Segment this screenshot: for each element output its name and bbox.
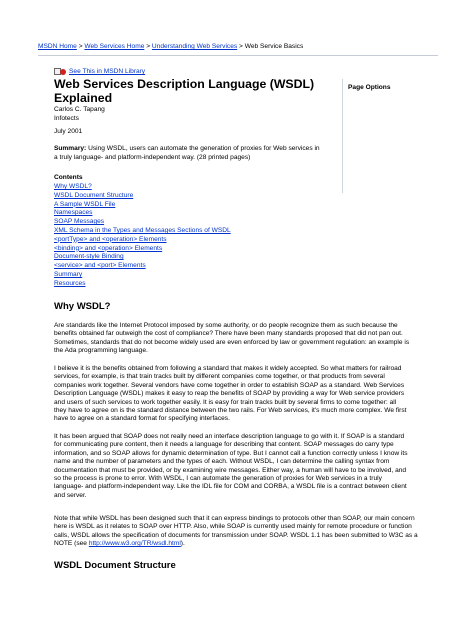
note-suffix: ).	[180, 540, 185, 548]
breadcrumb-understanding-web-services[interactable]: Understanding Web Services	[151, 43, 238, 50]
toc-link[interactable]: <portType> and <operation> Elements	[54, 235, 167, 243]
paragraph-line: information, and so SOAP allows for dynamic determination of type. But I cannot call a function correctly unless I know its	[54, 449, 408, 457]
breadcrumb-divider	[38, 55, 438, 56]
paragraph-line: documentation that must be provided, or by examining wire messages. Either way, a human will have to be involved, and	[54, 466, 407, 474]
table-of-contents	[54, 183, 231, 289]
breadcrumb	[38, 43, 303, 51]
paragraph-line: companies work together. Several vendors have come together in order to establish SOAP as a standard. Web Services	[54, 381, 405, 389]
page-options-panel	[342, 79, 438, 193]
paragraph-line: Sometimes, standards that do not become widely used are even enforced by law or government regulation: an example is	[54, 338, 410, 346]
msdn-library-link-row	[54, 68, 145, 76]
summary-label: Summary:	[54, 145, 87, 152]
paragraph-line: I believe it is the benefits obtained from following a standard that makes it widely accepted. So what matters for railroad	[54, 365, 402, 372]
contents-heading: Contents	[54, 174, 83, 181]
paragraph-line: name and the number of parameters and the types of each. Without WSDL, I can determine the calling syntax from	[54, 458, 390, 466]
toc-link[interactable]: Why WSDL?	[54, 183, 92, 190]
see-in-msdn-library-link[interactable]: See This in MSDN Library	[69, 68, 146, 75]
paragraph-line: they have to agree on is the standard distance between the two rails. For Web services, it's much more complex. We first	[54, 407, 407, 415]
paragraph-4	[54, 515, 440, 549]
toc-link[interactable]: Summary	[54, 270, 83, 278]
breadcrumb-current: Web Service Basics	[244, 43, 304, 50]
toc-link[interactable]: A Sample WSDL File	[54, 200, 116, 208]
paragraph-line: the Ada programming language.	[54, 347, 148, 355]
toc-link[interactable]: XML Schema in the Types and Messages Sections of WSDL	[54, 226, 231, 234]
paragraph-line: here is WSDL as it relates to SOAP over HTTP. Also, while SOAP is currently used mainly for remote procedure or function	[54, 523, 412, 531]
author-name: Carlos C. Tapang	[54, 106, 105, 113]
w3c-wsdl-link[interactable]: http://www.w3.org/TR/wsdl.html	[88, 540, 181, 548]
toc-link[interactable]: Resources	[54, 279, 86, 287]
paragraph-2	[54, 365, 440, 424]
article-title-line-2: Explained	[54, 91, 113, 105]
paragraph-3	[54, 433, 440, 500]
author-organization: Infotects	[54, 115, 79, 122]
summary-text-line-1: Using WSDL, users can automate the generation of proxies for Web services in	[86, 145, 320, 152]
toc-link[interactable]: Document-style Binding	[54, 253, 124, 261]
section-heading-why-wsdl: Why WSDL?	[54, 301, 111, 312]
toc-link[interactable]: WSDL Document Structure	[54, 191, 134, 199]
toc-link[interactable]: SOAP Messages	[54, 218, 105, 226]
page-options-label: Page Options	[348, 84, 391, 91]
breadcrumb-separator: >	[146, 43, 151, 50]
article-title	[54, 77, 334, 105]
paragraph-line: calls, WSDL allows the specification of documents for transmission under SOAP. WSDL 1.1 has been submitted to W3C as a	[54, 531, 418, 539]
breadcrumb-separator: >	[78, 43, 83, 50]
note-prefix: NOTE (see	[54, 540, 89, 548]
paragraph-line: and users of such services to work together easily. It is easy for train tracks built by several firms to come together: all	[54, 398, 397, 406]
paragraph-1	[54, 322, 440, 356]
toc-link[interactable]: <binding> and <operation> Elements	[54, 244, 163, 252]
paragraph-line: for communicating pure content, then it needs a language for describing that content. SOAP messages do carry type	[54, 441, 394, 449]
section-heading-wsdl-document-structure: WSDL Document Structure	[54, 560, 176, 571]
paragraph-line: Note that while WSDL has been designed such that it can express bindings to protocols other than SOAP, our main concern	[54, 515, 415, 522]
publication-date: July 2001	[54, 128, 83, 135]
msdn-library-icon	[54, 68, 67, 76]
toc-link[interactable]: <service> and <port> Elements	[54, 262, 146, 270]
article-title-line-1: Web Services Description Language (WSDL)	[54, 77, 315, 91]
breadcrumb-msdn-home[interactable]: MSDN Home	[38, 43, 77, 50]
summary-text-line-2: a truly language- and platform-independent way. (28 printed pages)	[54, 154, 251, 161]
breadcrumb-web-services-home[interactable]: Web Services Home	[84, 43, 145, 50]
breadcrumb-separator: >	[239, 43, 243, 50]
paragraph-line: and server.	[54, 491, 87, 499]
paragraph-line: Are standards like the Internet Protocol imposed by some authority, or do people recognize them as such because the	[54, 322, 398, 329]
paragraph-line: services, for example, is that train tracks built by different companies come together, or that products from several	[54, 373, 385, 381]
paragraph-line: have to agree on a standard format for specifying interfaces.	[54, 415, 230, 423]
paragraph-line: It has been argued that SOAP does not really need an interface description language to go with it. If SOAP is a standard	[54, 433, 405, 440]
paragraph-line: language- and platform-independent way. Like the IDL file for COM and CORBA, a WSDL file is a contract between client	[54, 483, 407, 491]
paragraph-line: so the process is prone to error. With WSDL, I can automate the generation of proxies for Web services in a truly	[54, 475, 382, 483]
article-summary	[54, 144, 340, 162]
paragraph-line-with-link	[54, 540, 440, 548]
toc-link[interactable]: Namespaces	[54, 209, 93, 217]
paragraph-line: Description Language (WSDL) makes it easy to reap the benefits of SOAP by providing a way for Web service providers	[54, 390, 405, 398]
paragraph-line: benefits obtained far outweigh the cost of compliance? There have been many standards proposed that did not pan out.	[54, 330, 403, 338]
